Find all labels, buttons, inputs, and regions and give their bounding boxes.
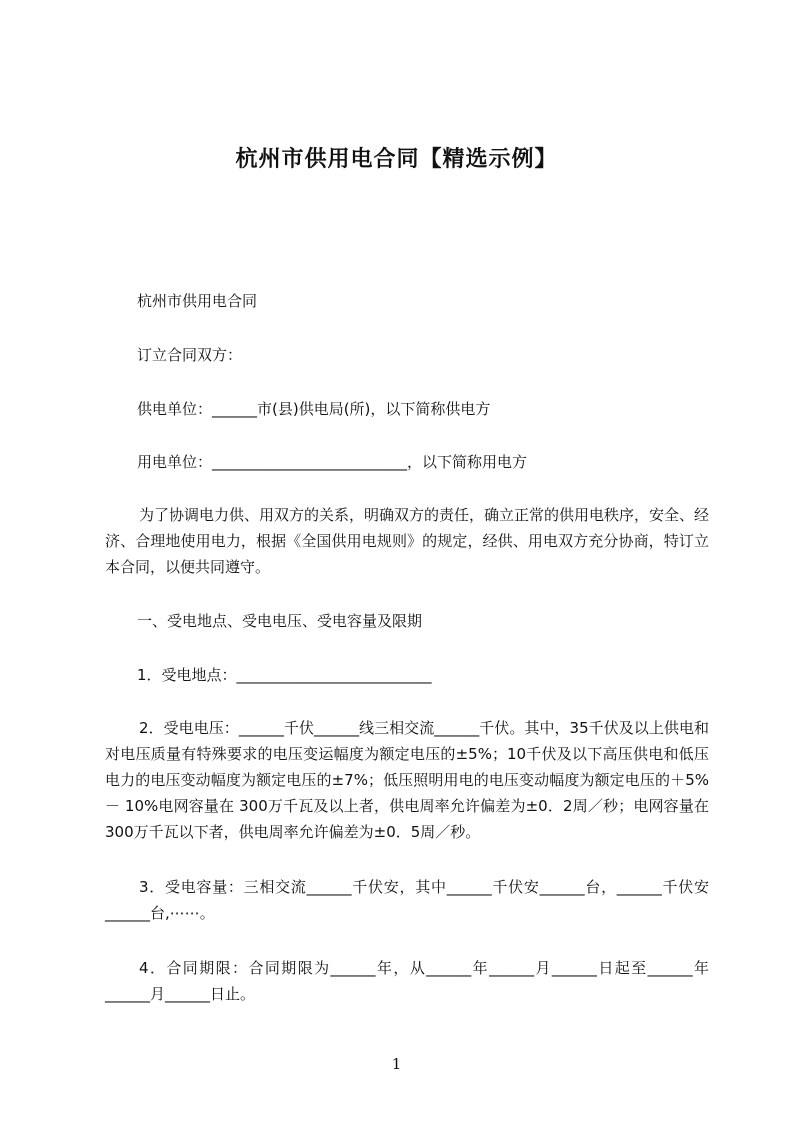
item-2-voltage: 2．受电电压：______千伏______线三相交流______千伏。其中，35千伏及以上供电和对电压质量有特殊要求的电压变运幅度为额定电压的±5%；10千伏及以下高压供电和低压电力的电压变动幅度为额定电压的±7%；低压照明用电的电压变动幅度为额定电压的＋5%－ 10%电网容量在 300万千瓦及以上者，供电周率允许偏差为±0．2周／秒；电网容量在300万千瓦以下者，供电周率允许偏差为±0．5周／秒。 [105,719,709,841]
item-4-term: 4．合同期限：合同期限为______年，从______年______月______日起至______年______月______日止。 [105,959,709,1003]
consumer-line: 用电单位：__________________________，以下简称用电方 [137,453,528,471]
contract-subtitle: 杭州市供用电合同 [137,292,258,310]
page-number: 1 [391,1055,402,1073]
item-3-capacity: 3．受电容量：三相交流______千伏安，其中______千伏安______台，______千伏安______台,⋯⋯。 [105,878,709,922]
item-1-location: 1．受电地点：__________________________ [137,666,432,684]
section-1-heading: 一、受电地点、受电电压、受电容量及限期 [137,612,423,630]
document-title: 杭州市供用电合同【精选示例】 [235,147,558,172]
preamble-paragraph: 为了协调电力供、用双方的关系，明确双方的责任，确立正常的供用电秩序，安全、经济、合理地使用电力，根据《全国供用电规则》的规定，经供、用电双方充分协商，特订立本合同，以便共同遵守。 [105,506,710,576]
parties-heading: 订立合同双方： [137,346,243,364]
supplier-line: 供电单位：______市(县)供电局(所)，以下简称供电方 [137,400,491,418]
